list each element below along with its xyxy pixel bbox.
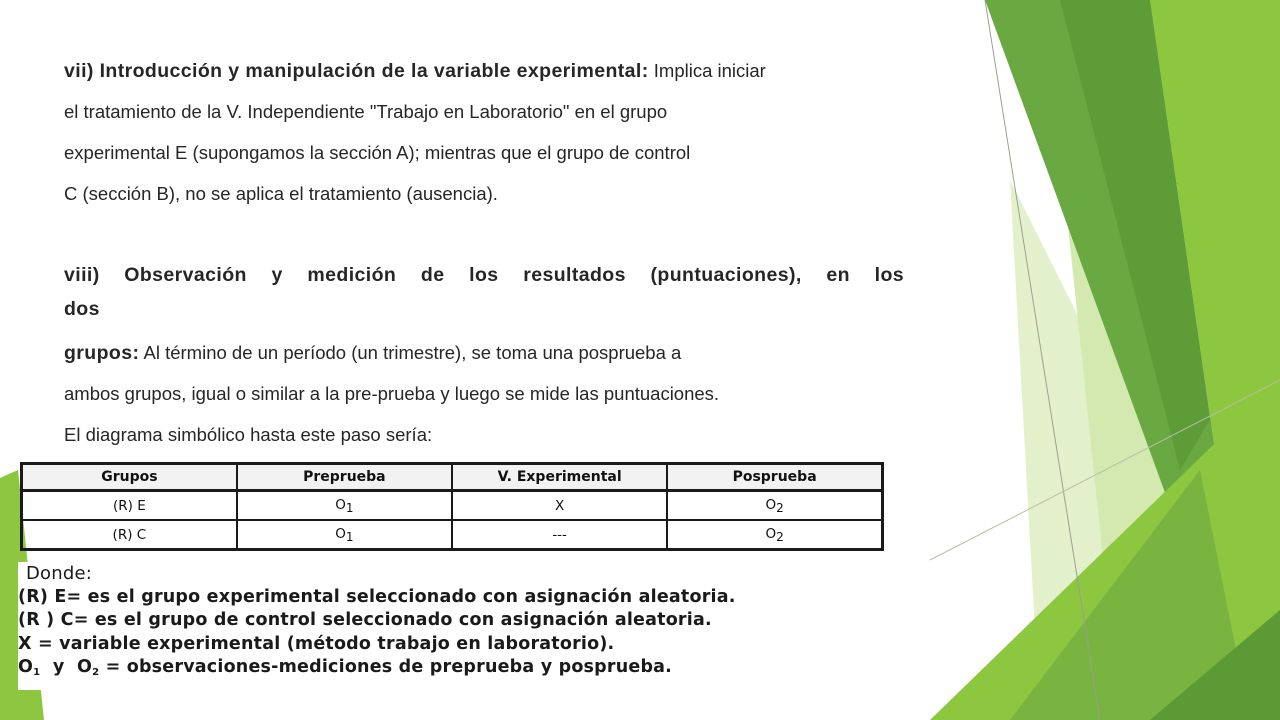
- paragraph-vii-line-3: experimental E (supongamos la sección A); mientras que el grupo de control: [64, 142, 691, 163]
- paragraph-vii-lead: vii) Introducción y manipulación de la variable experimental:: [64, 60, 649, 82]
- paragraph-viii-line-2: ambos grupos, igual o similar a la pre-prueba y luego se mide las puntuaciones.: [64, 383, 720, 404]
- paragraph-viii: [64, 332, 914, 455]
- header-grupos: Grupos: [22, 464, 237, 491]
- legend-and-o: y O: [40, 657, 93, 677]
- obs-symbol: O: [335, 525, 346, 542]
- cell-treatment: X: [452, 491, 667, 521]
- paragraph-vii-line-1: [64, 50, 914, 91]
- paragraph-viii-title-line-1: viii) Observación y medición de los resultados (puntuaciones), en los: [64, 264, 904, 286]
- legend-subscript-1: 1: [33, 667, 41, 678]
- obs-subscript: 1: [345, 500, 354, 515]
- header-posprueba: Posprueba: [667, 464, 882, 491]
- legend-subscript-2: 2: [92, 667, 100, 678]
- table-row: [22, 520, 883, 550]
- cell-preprueba: [237, 520, 452, 550]
- paragraph-vii-line1-rest: Implica iniciar: [648, 60, 766, 81]
- paragraph-viii-title-line-2: dos: [64, 298, 100, 320]
- paragraph-viii-line-1: [64, 332, 914, 373]
- legend-o-symbol: O: [18, 657, 34, 677]
- legend-line-1: (R) E= es el grupo experimental seleccionado con asignación aleatoria.: [18, 586, 736, 607]
- legend-line-4: [18, 656, 938, 680]
- header-preprueba: Preprueba: [237, 464, 452, 491]
- obs-subscript: 2: [776, 529, 784, 544]
- obs-subscript: 2: [776, 500, 784, 515]
- cell-group: (R) E: [22, 491, 237, 521]
- legend-line-2: (R ) C= es el grupo de control seleccionado con asignación aleatoria.: [18, 610, 712, 630]
- symbolic-diagram-table: [20, 462, 884, 551]
- paragraph-viii-line1-rest: Al término de un período (un trimestre), se toma una posprueba a: [139, 342, 682, 363]
- paragraph-vii: [64, 50, 914, 214]
- obs-symbol: O: [765, 496, 777, 513]
- table-row: [22, 491, 883, 521]
- header-v-experimental: V. Experimental: [452, 464, 667, 491]
- paragraph-viii-lead: grupos:: [64, 342, 140, 364]
- legend-title: Donde:: [26, 563, 93, 584]
- paragraph-viii-title: [64, 258, 904, 326]
- cell-posprueba: [667, 520, 882, 550]
- legend-line-4-rest: = observaciones-mediciones de preprueba y posprueba.: [99, 657, 673, 677]
- obs-symbol: O: [335, 496, 346, 513]
- cell-treatment: ---: [452, 520, 667, 550]
- obs-subscript: 1: [345, 529, 354, 544]
- cell-group: (R) C: [22, 520, 237, 550]
- table-header-row: [22, 464, 883, 491]
- cell-preprueba: [237, 491, 452, 521]
- paragraph-vii-line-4: C (sección B), no se aplica el tratamiento (ausencia).: [64, 183, 498, 204]
- legend-block: [18, 562, 938, 690]
- paragraph-vii-line-2: el tratamiento de la V. Independiente "Trabajo en Laboratorio" en el grupo: [64, 101, 668, 122]
- legend-line-3: X = variable experimental (método trabajo en laboratorio).: [18, 633, 615, 654]
- obs-symbol: O: [765, 525, 777, 542]
- cell-posprueba: [667, 491, 882, 521]
- paragraph-viii-line-3: El diagrama simbólico hasta este paso sería:: [64, 424, 433, 445]
